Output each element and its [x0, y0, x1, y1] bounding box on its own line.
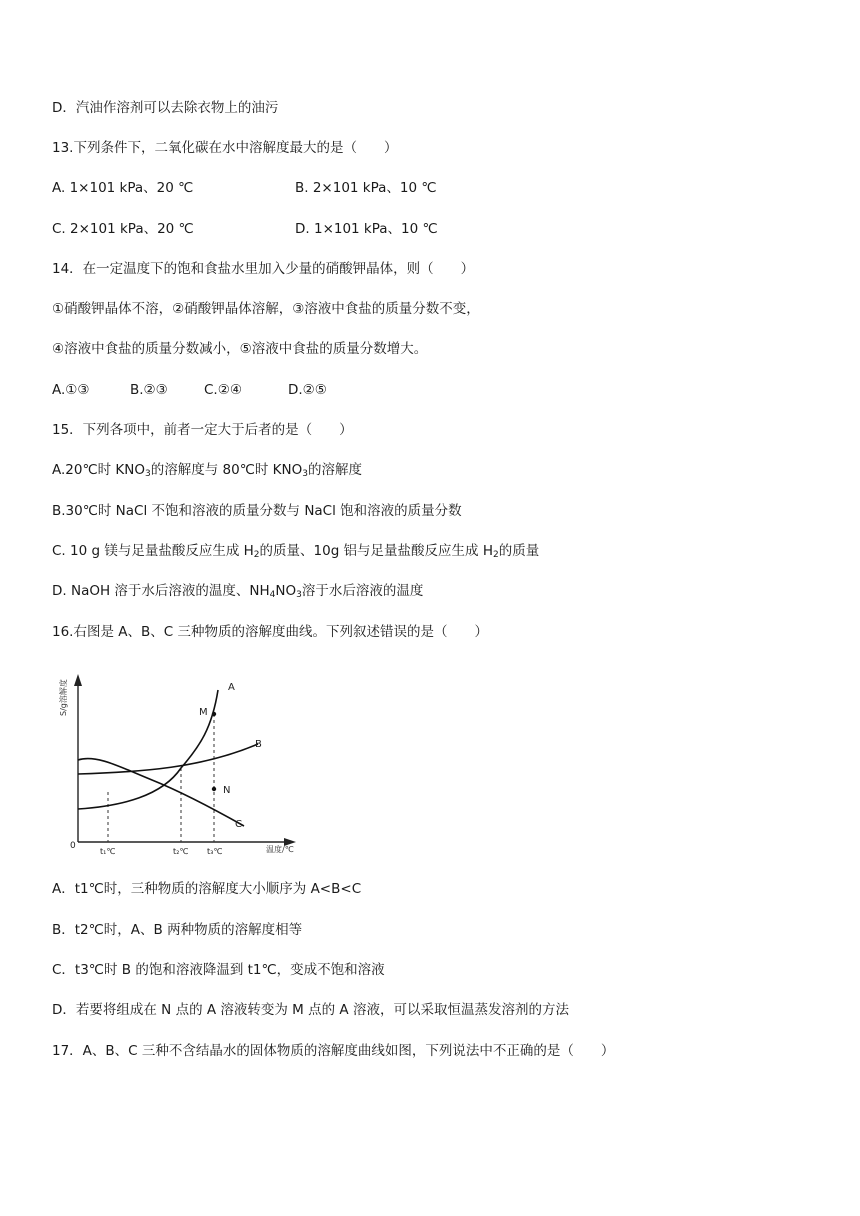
t1-label: t₁℃ — [100, 847, 116, 856]
x-axis-label: 温度/℃ — [266, 845, 294, 854]
q16-option-c: C．t3℃时 B 的饱和溶液降温到 t1℃，变成不饱和溶液 — [52, 962, 385, 978]
q16-stem: 16.右图是 A、B、C 三种物质的溶解度曲线。下列叙述错误的是（ ） — [52, 624, 488, 640]
y-axis-label: S/g溶解度 — [59, 679, 68, 716]
q13-option-c: C. 2×101 kPa、20 ℃ — [52, 221, 194, 237]
q13-stem: 13.下列条件下，二氧化碳在水中溶解度最大的是（ ） — [52, 140, 398, 156]
point-m-label: M — [199, 707, 208, 718]
t2-label: t₂℃ — [173, 847, 189, 856]
q13-option-a: A. 1×101 kPa、20 ℃ — [52, 180, 194, 196]
q17-stem: 17．A、B、C 三种不含结晶水的固体物质的溶解度曲线如图，下列说法中不正确的是（ ） — [52, 1043, 615, 1059]
q15-option-c: C. 10 g 镁与足量盐酸反应生成 $H_2$的质量、10g 铝与足量盐酸反应生成 $H_2$的质量 — [52, 543, 540, 560]
q14-option-a: A.①③ — [52, 382, 90, 398]
q16-option-a: A．t1℃时，三种物质的溶解度大小顺序为 A<B<C — [52, 881, 362, 897]
q13-option-b: B. 2×101 kPa、10 ℃ — [295, 180, 437, 196]
y-axis-arrow — [74, 674, 82, 686]
q16-option-b: B．t2℃时，A、B 两种物质的溶解度相等 — [52, 922, 303, 938]
q16-option-d: D．若要将组成在 N 点的 A 溶液转变为 M 点的 A 溶液，可以采取恒温蒸发溶剂的方法 — [52, 1002, 569, 1018]
point-m — [212, 712, 216, 716]
q14-statements-line2: ④溶液中食盐的质量分数减小，⑤溶液中食盐的质量分数增大。 — [52, 341, 428, 357]
q15-option-d: D. NaOH 溶于水后溶液的温度、$NH_4NO_3$溶于水后溶液的温度 — [52, 583, 424, 600]
point-n — [212, 787, 216, 791]
curve-b — [78, 744, 258, 774]
q15-option-b: B.30℃时 NaCl 不饱和溶液的质量分数与 NaCl 饱和溶液的质量分数 — [52, 503, 462, 519]
q14-options — [52, 381, 327, 399]
curve-b-label: B — [255, 739, 262, 750]
q14-option-d: D.②⑤ — [288, 382, 327, 398]
curve-c-label: C — [235, 819, 242, 830]
solubility-curve-figure — [52, 668, 312, 864]
q14-stem: 14．在一定温度下的饱和食盐水里加入少量的硝酸钾晶体，则（ ） — [52, 261, 475, 277]
curve-a-label: A — [228, 682, 235, 693]
q15-stem: 15．下列各项中，前者一定大于后者的是（ ） — [52, 422, 353, 438]
q13-option-d: D. 1×101 kPa、10 ℃ — [295, 221, 438, 237]
t3-label: t₃℃ — [207, 847, 223, 856]
q14-option-b: B.②③ — [130, 382, 168, 398]
q14-option-c: C.②④ — [204, 382, 242, 398]
q15-option-a: A.20℃时 $KNO_3$的溶解度与 80℃时 $KNO_3$的溶解度 — [52, 462, 362, 479]
curve-a — [78, 690, 218, 809]
point-n-label: N — [223, 785, 231, 796]
q12-option-d: D．汽油作溶剂可以去除衣物上的油污 — [52, 100, 279, 116]
q14-statements-line1: ①硝酸钾晶体不溶，②硝酸钾晶体溶解，③溶液中食盐的质量分数不变， — [52, 301, 480, 317]
axes — [74, 674, 296, 846]
origin-label: 0 — [70, 841, 76, 851]
